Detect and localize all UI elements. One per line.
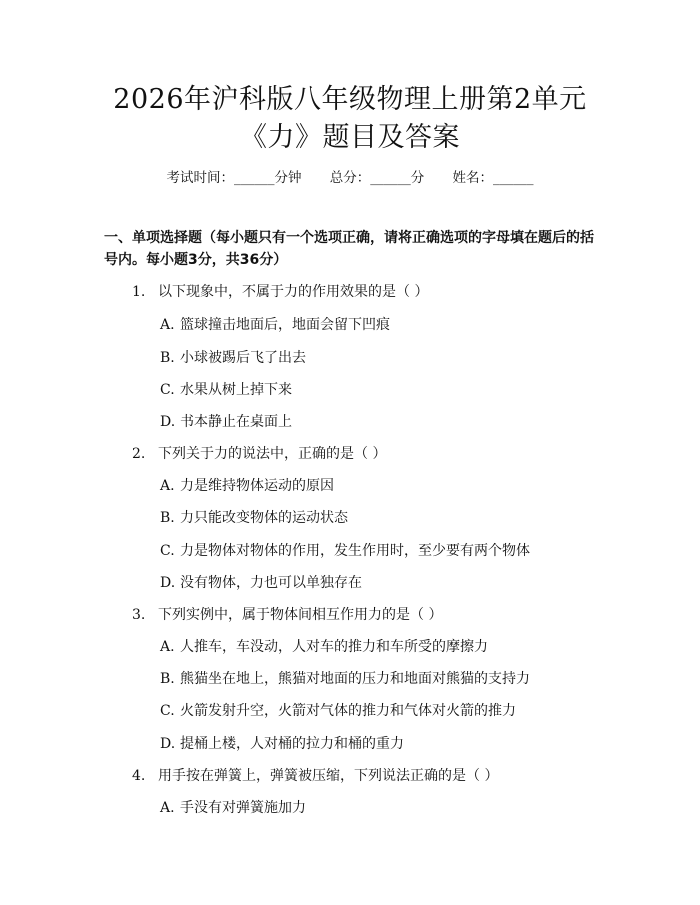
option-letter: A. — [160, 800, 175, 816]
option-text: 书本静止在桌面上 — [180, 414, 292, 430]
question-text: 用手按在弹簧上，弹簧被压缩，下列说法正确的是（ ） — [158, 768, 499, 784]
option-letter: B. — [160, 671, 175, 687]
document-title-line2: 《力》题目及答案 — [240, 122, 460, 153]
question-3 — [132, 605, 442, 625]
section-heading: 一、单项选择题（每小题只有一个选项正确，请将正确选项的字母填在题后的括号内。每小题3分，共36分） — [104, 230, 594, 268]
option-text: 力是物体对物体的作用，发生作用时，至少要有两个物体 — [180, 543, 530, 559]
option-letter: C. — [160, 382, 175, 398]
option-letter: A. — [160, 639, 175, 655]
question-text: 下列关于力的说法中，正确的是（ ） — [158, 446, 387, 462]
question-4-option-a — [160, 798, 306, 818]
option-letter: A. — [160, 478, 175, 494]
question-3-option-a — [160, 637, 488, 657]
question-2 — [132, 444, 386, 464]
question-number: 2. — [132, 446, 146, 462]
question-1-option-b — [160, 348, 306, 368]
option-text: 篮球撞击地面后，地面会留下凹痕 — [180, 317, 390, 333]
question-1-option-a — [160, 315, 390, 335]
question-text: 以下现象中，不属于力的作用效果的是（ ） — [158, 284, 429, 300]
option-text: 火箭发射升空，火箭对气体的推力和气体对火箭的推力 — [180, 703, 516, 719]
question-1 — [132, 282, 428, 302]
option-letter: D. — [160, 736, 176, 752]
option-text: 提桶上楼，人对桶的拉力和桶的重力 — [180, 736, 404, 752]
option-text: 水果从树上掉下来 — [180, 382, 292, 398]
question-2-option-b — [160, 508, 348, 528]
exam-time-field: 考试时间：______分钟 — [166, 170, 302, 186]
option-text: 人推车，车没动，人对车的推力和车所受的摩擦力 — [180, 639, 488, 655]
option-letter: D. — [160, 575, 176, 591]
option-letter: A. — [160, 317, 175, 333]
question-text: 下列实例中，属于物体间相互作用力的是（ ） — [158, 607, 443, 623]
option-text: 力是维持物体运动的原因 — [180, 478, 334, 494]
question-number: 4. — [132, 768, 146, 784]
question-2-option-d — [160, 573, 362, 593]
question-2-option-a — [160, 476, 334, 496]
question-4 — [132, 766, 498, 786]
question-3-option-c — [160, 701, 516, 721]
option-text: 小球被踢后飞了出去 — [180, 350, 306, 366]
question-number: 3. — [132, 607, 146, 623]
question-1-option-c — [160, 380, 292, 400]
question-1-option-d — [160, 412, 292, 432]
option-letter: B. — [160, 350, 175, 366]
question-3-option-b — [160, 669, 530, 689]
option-text: 没有物体，力也可以单独存在 — [180, 575, 362, 591]
option-letter: C. — [160, 543, 175, 559]
option-text: 力只能改变物体的运动状态 — [180, 510, 348, 526]
exam-meta — [0, 168, 700, 188]
student-name-field: 姓名：______ — [452, 170, 534, 186]
question-2-option-c — [160, 541, 530, 561]
option-letter: D. — [160, 414, 176, 430]
option-letter: C. — [160, 703, 175, 719]
question-3-option-d — [160, 734, 404, 754]
option-text: 手没有对弹簧施加力 — [180, 800, 306, 816]
document-title-line1: 2026年沪科版八年级物理上册第2单元 — [113, 84, 587, 115]
question-number: 1. — [132, 284, 146, 300]
option-letter: B. — [160, 510, 175, 526]
total-score-field: 总分：______分 — [329, 170, 425, 186]
option-text: 熊猫坐在地上，熊猫对地面的压力和地面对熊猫的支持力 — [180, 671, 530, 687]
